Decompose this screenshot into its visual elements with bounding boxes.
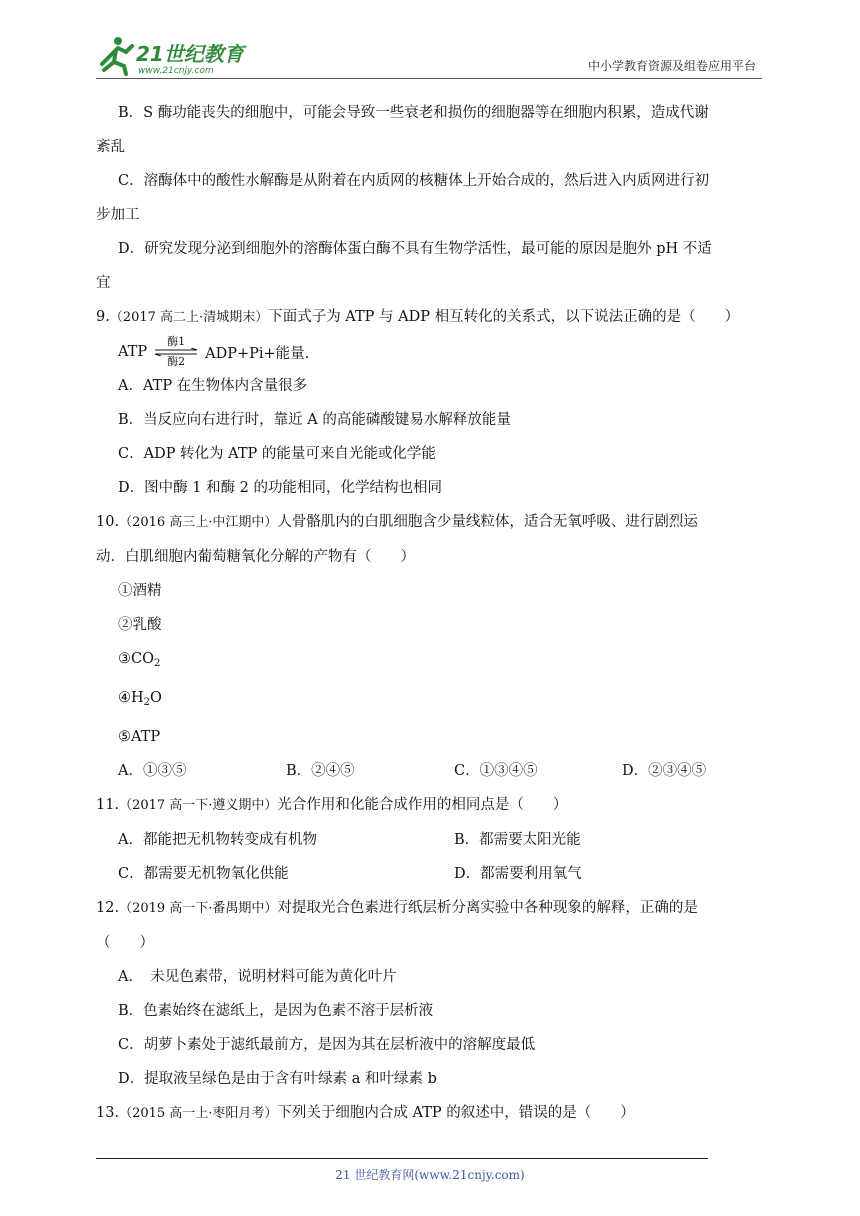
logo-text: 21世纪教育: [136, 42, 244, 66]
q13-stem: 13.（2015 高一上·枣阳月考）下列关于细胞内合成 ATP 的叙述中，错误的是（ ）: [96, 1105, 635, 1121]
q10-item-3: $③CO_2$: [118, 651, 161, 669]
eq-enzyme-2: 酶2: [167, 355, 186, 368]
q10-item-5: ⑤ATP: [118, 729, 161, 745]
q10-option-b: B．②④⑤: [286, 763, 355, 779]
eq-left: ATP: [118, 344, 148, 360]
q8-option-d: D．研究发现分泌到细胞外的溶酶体蛋白酶不具有生物学活性，最可能的原因是胞外 pH 不适: [118, 241, 712, 257]
q9-option-a: A．ATP 在生物体内含量很多: [118, 378, 308, 394]
platform-name: 中小学教育资源及组卷应用平台: [587, 59, 756, 73]
q10-item-2: ②乳酸: [118, 617, 162, 633]
runner-logo-icon: [96, 34, 256, 76]
eq-right: ADP+Pi+能量.: [205, 345, 310, 362]
q10-option-d: D．②③④⑤: [622, 763, 707, 779]
q12-stem-cont: （ ）: [96, 935, 154, 951]
q10-option-a: A．①③⑤: [118, 763, 187, 779]
q10-options: [96, 754, 764, 788]
footer-text: 21 世纪教育网(www.21cnjy.com): [335, 1168, 525, 1182]
q9-stem: 9.（2017 高二上·清城期末）下面式子为 ATP 与 ADP 相互转化的关系式，以下说法正确的是（ ）: [96, 309, 740, 325]
q12-option-b: B．色素始终在滤纸上，是因为色素不溶于层析液: [118, 1003, 434, 1019]
q10-item-1: ①酒精: [118, 583, 162, 599]
q8-option-c: C．溶酶体中的酸性水解酶是从附着在内质网的核糖体上开始合成的，然后进入内质网进行初: [118, 173, 710, 189]
q12-stem: 12.（2019 高一下·番禺期中）对提取光合色素进行纸层析分离实验中各种现象的解释，正确的是: [96, 900, 698, 916]
q11-option-a: A．都能把无机物转变成有机物: [118, 832, 317, 848]
q11-options-row2: [96, 857, 764, 891]
q9-option-d: D．图中酶 1 和酶 2 的功能相同，化学结构也相同: [118, 480, 443, 496]
footer-divider: [96, 1158, 708, 1159]
reversible-arrow: [153, 336, 199, 368]
q12-option-a: A． 未见色素带，说明材料可能为黄化叶片: [118, 969, 397, 985]
q8-option-d-cont: 宜: [96, 275, 111, 291]
q11-option-b: B．都需要太阳光能: [454, 832, 581, 848]
q10-stem: 10.（2016 高三上·中江期中）人骨骼肌内的白肌细胞含少量线粒体，适合无氧呼吸、进行剧烈运: [96, 514, 698, 530]
q12-option-c: C．胡萝卜素处于滤纸最前方，是因为其在层析液中的溶解度最低: [118, 1037, 536, 1053]
q8-option-c-cont: 步加工: [96, 207, 140, 223]
question-content: [96, 96, 764, 1131]
q11-option-c: C．都需要无机物氧化供能: [118, 866, 289, 882]
site-logo: [96, 34, 256, 76]
q11-option-d: D．都需要利用氧气: [454, 866, 582, 882]
q11-stem: 11.（2017 高一下·遵义期中）光合作用和化能合成作用的相同点是（ ）: [96, 797, 568, 813]
q12-option-d: D．提取液呈绿色是由于含有叶绿素 a 和叶绿素 b: [118, 1071, 437, 1087]
q11-options-row1: [96, 823, 764, 857]
page-header: [96, 32, 762, 79]
logo-url: www.21cnjy.com: [138, 66, 214, 76]
q8-option-b: B．S 酶功能丧失的细胞中，可能会导致一些衰老和损伤的细胞器等在细胞内积累，造成代谢: [118, 105, 709, 121]
eq-enzyme-1: 酶1: [167, 335, 186, 348]
q8-option-b-cont: 紊乱: [96, 139, 125, 155]
q9-option-b: B．当反应向右进行时，靠近 A 的高能磷酸键易水解释放能量: [118, 412, 511, 428]
q10-item-4: $④H_2O$: [118, 690, 162, 708]
q9-option-c: C．ADP 转化为 ATP 的能量可来自光能或化学能: [118, 446, 436, 462]
q10-option-c: C．①③④⑤: [454, 763, 538, 779]
q9-equation: [96, 335, 764, 369]
q10-stem-cont: 动．白肌细胞内葡萄糖氧化分解的产物有（ ）: [96, 549, 415, 565]
